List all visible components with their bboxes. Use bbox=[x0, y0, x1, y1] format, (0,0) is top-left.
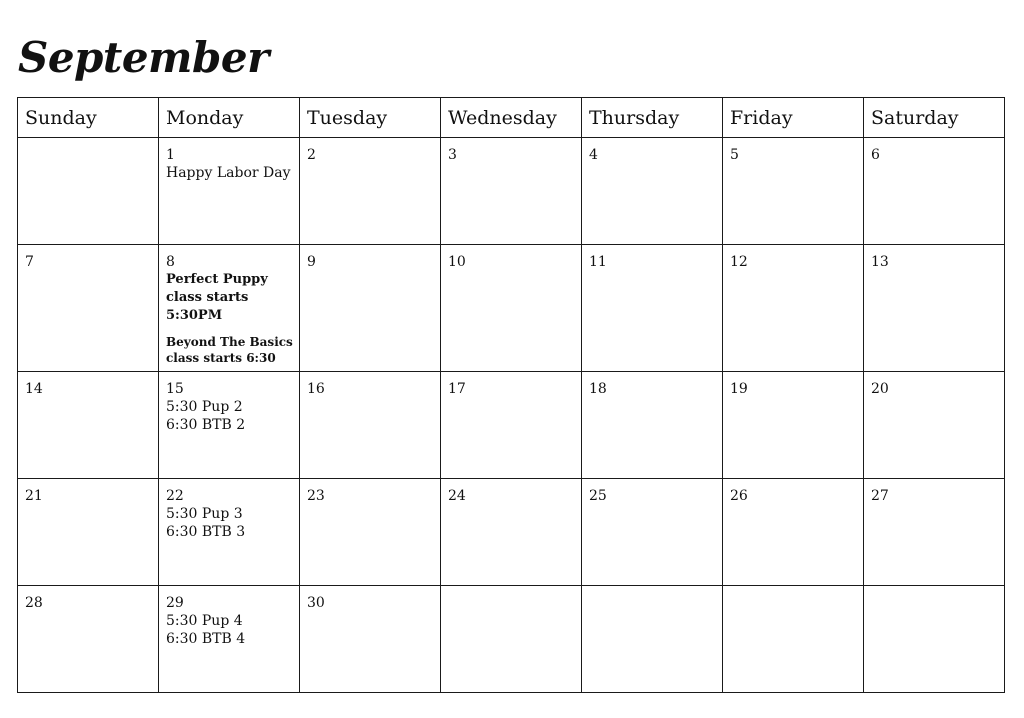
day-number: 12 bbox=[730, 254, 748, 270]
day-number: 3 bbox=[448, 147, 457, 163]
day-cell bbox=[723, 138, 864, 245]
event-label: 5:30 Pup 2 bbox=[166, 399, 243, 415]
day-cell bbox=[300, 245, 441, 372]
day-cell bbox=[582, 479, 723, 586]
weekday-header: Thursday bbox=[582, 98, 723, 138]
day-number: 19 bbox=[730, 381, 748, 397]
day-cell bbox=[441, 245, 582, 372]
event-label: Beyond The Basics class starts 6:30 bbox=[166, 335, 293, 365]
day-number: 15 bbox=[166, 381, 184, 397]
day-number: 2 bbox=[307, 147, 316, 163]
day-cell bbox=[159, 372, 300, 479]
day-cell bbox=[18, 245, 159, 372]
day-number: 10 bbox=[448, 254, 466, 270]
day-number: 28 bbox=[25, 595, 43, 611]
day-cell bbox=[582, 586, 723, 693]
day-cell bbox=[441, 586, 582, 693]
day-cell bbox=[723, 479, 864, 586]
day-number: 18 bbox=[589, 381, 607, 397]
weekday-header: Tuesday bbox=[300, 98, 441, 138]
day-number: 1 bbox=[166, 147, 175, 163]
day-number: 24 bbox=[448, 488, 466, 504]
day-cell bbox=[18, 138, 159, 245]
day-cell bbox=[723, 586, 864, 693]
day-cell bbox=[18, 372, 159, 479]
day-number: 20 bbox=[871, 381, 889, 397]
day-cell bbox=[441, 138, 582, 245]
day-number: 25 bbox=[589, 488, 607, 504]
day-number: 6 bbox=[871, 147, 880, 163]
day-number: 29 bbox=[166, 595, 184, 611]
weekday-header: Monday bbox=[159, 98, 300, 138]
day-number: 17 bbox=[448, 381, 466, 397]
day-cell bbox=[864, 138, 1005, 245]
weekday-header: Friday bbox=[723, 98, 864, 138]
day-number: 21 bbox=[25, 488, 43, 504]
event-label: 5:30 Pup 4 bbox=[166, 613, 243, 629]
event-label: Happy Labor Day bbox=[166, 165, 291, 181]
day-number: 14 bbox=[25, 381, 43, 397]
day-number: 7 bbox=[25, 254, 34, 270]
day-cell bbox=[159, 138, 300, 245]
day-cell bbox=[300, 372, 441, 479]
day-cell bbox=[864, 586, 1005, 693]
day-number: 8 bbox=[166, 254, 175, 270]
week-row bbox=[18, 245, 1005, 372]
event-label: 6:30 BTB 4 bbox=[166, 631, 246, 647]
day-number: 16 bbox=[307, 381, 325, 397]
day-number: 27 bbox=[871, 488, 889, 504]
day-cell bbox=[159, 586, 300, 693]
weekday-header: Sunday bbox=[18, 98, 159, 138]
day-number: 4 bbox=[589, 147, 598, 163]
event-label: Perfect Puppy class starts 5:30PM bbox=[166, 272, 268, 323]
week-row bbox=[18, 138, 1005, 245]
day-cell bbox=[723, 245, 864, 372]
day-number: 30 bbox=[307, 595, 325, 611]
day-number: 26 bbox=[730, 488, 748, 504]
event-label: 5:30 Pup 3 bbox=[166, 506, 243, 522]
day-cell bbox=[864, 245, 1005, 372]
day-cell bbox=[18, 479, 159, 586]
day-number: 11 bbox=[589, 254, 607, 270]
day-cell bbox=[300, 138, 441, 245]
week-row bbox=[18, 479, 1005, 586]
week-row bbox=[18, 372, 1005, 479]
day-number: 13 bbox=[871, 254, 889, 270]
weekday-header: Saturday bbox=[864, 98, 1005, 138]
day-cell bbox=[582, 138, 723, 245]
day-number: 22 bbox=[166, 488, 184, 504]
day-number: 5 bbox=[730, 147, 739, 163]
day-cell bbox=[864, 479, 1005, 586]
day-cell bbox=[300, 479, 441, 586]
day-cell bbox=[441, 479, 582, 586]
day-number: 23 bbox=[307, 488, 325, 504]
day-cell bbox=[582, 245, 723, 372]
month-title: September bbox=[18, 33, 269, 82]
day-cell bbox=[864, 372, 1005, 479]
weekday-header-row bbox=[18, 98, 1005, 138]
day-cell bbox=[723, 372, 864, 479]
day-cell bbox=[441, 372, 582, 479]
event-label: 6:30 BTB 2 bbox=[166, 417, 246, 433]
calendar-grid bbox=[17, 97, 1005, 693]
day-cell bbox=[18, 586, 159, 693]
day-cell bbox=[582, 372, 723, 479]
day-cell bbox=[300, 586, 441, 693]
day-cell bbox=[159, 479, 300, 586]
week-row bbox=[18, 586, 1005, 693]
day-cell bbox=[159, 245, 300, 372]
day-number: 9 bbox=[307, 254, 316, 270]
event-label: 6:30 BTB 3 bbox=[166, 524, 246, 540]
weekday-header: Wednesday bbox=[441, 98, 582, 138]
